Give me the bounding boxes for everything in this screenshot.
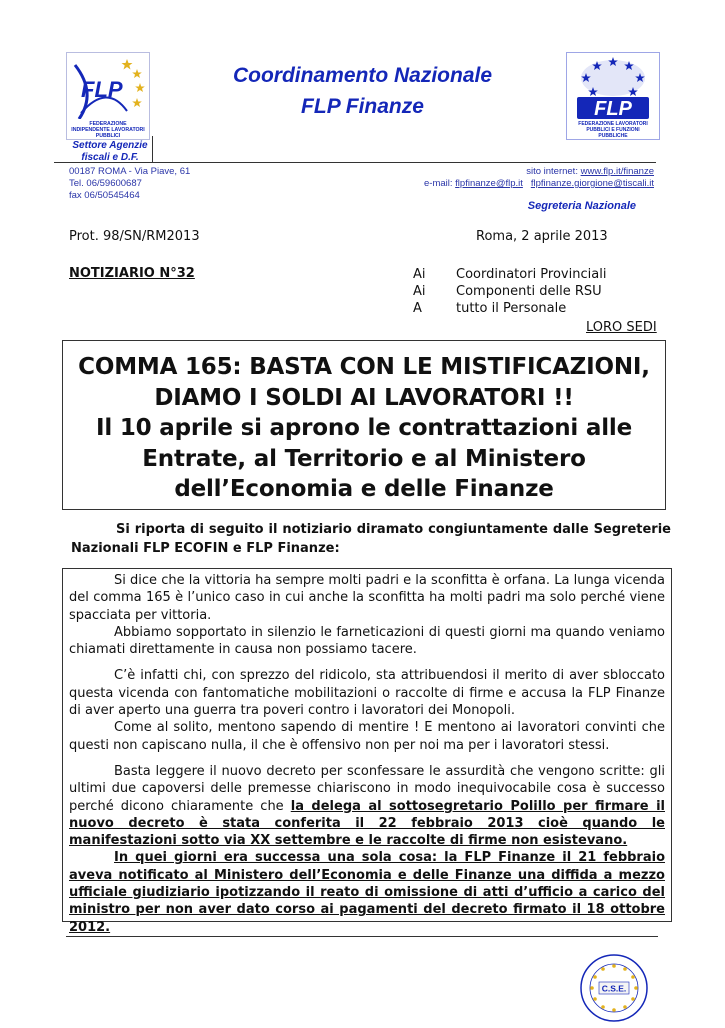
settore-line2: fiscali e D.F. [81, 152, 139, 163]
cse-seal-icon [566, 940, 662, 1024]
body-paragraph-emphasis: la delega al sottosegretario Polillo per firmare il nuovo decreto è stata conferita il 22 febbraio 2013 cioè quando le manifestazioni sotto via XX settembre e le raccolte di firme non esistevano. [69, 798, 665, 849]
body-paragraph: C’è infatti chi, con sprezzo del ridicolo, sta attribuendosi il merito di aver sbloccato questa vicenda con fantomatiche mobilitazioni o raccolte di firme e accusa la FLP Finanze di aver aperto una guerra tra poveri contro i lavoratori dei Monopoli. [69, 668, 665, 719]
header-title-line2: FLP Finanze [301, 95, 424, 118]
headline-line: Entrate, al Territorio e al Ministero [142, 445, 586, 472]
flp-logo-right-text: FLP [594, 98, 632, 120]
body-paragraph [69, 849, 665, 935]
notice-body-box [62, 568, 672, 935]
cse-logo-text: C.S.E. [601, 983, 627, 994]
flp-logo-left [66, 52, 150, 140]
headline-line: COMMA 165: BASTA CON LE MISTIFICAZIONI, [78, 354, 650, 380]
flp-logo-left-caption: FEDERAZIONE INDIPENDENTE LAVORATORI PUBBLICI [71, 121, 145, 139]
notiziario-number: NOTIZIARIO N°32 [69, 266, 195, 281]
recipient-text: Coordinatori Provinciali [456, 267, 607, 282]
headline-line: dell’Economia e delle Finanze [174, 476, 554, 502]
document-date: Roma, 2 aprile 2013 [476, 229, 608, 244]
recipient-row [413, 300, 606, 317]
email-line [424, 178, 654, 190]
address-block [69, 166, 190, 202]
site-line [424, 166, 654, 178]
protocol-number: Prot. 98/SN/RM2013 [69, 229, 200, 244]
settore-line1: Settore Agenzie [72, 140, 148, 151]
headline-box [62, 340, 666, 510]
body-paragraph-emphasis: In quei giorni era successa una sola cosa: la FLP Finanze il 21 febbraio aveva notificato al Ministero dell’Economia e delle Finanze una diffida a mezzo ufficiale giudiziario ipotizzando il reato di omissione di atti d’ufficio a carico del ministro per non aver dato corso ai pagamenti del decreto firmato il 18 ottobre 2012. [69, 850, 665, 935]
cse-logo [566, 940, 662, 1024]
loro-sedi: LORO SEDI [586, 320, 657, 335]
flp-logo-right [566, 52, 660, 140]
recipient-row [413, 283, 606, 300]
flp-logo-right-caption: FEDERAZIONE LAVORATORI PUBBLICI E FUNZIONI PUBBLICHE [578, 121, 648, 139]
fax-line: fax 06/50545464 [69, 190, 140, 201]
recipient-prefix: A [413, 301, 422, 316]
header-vertical-rule [152, 136, 153, 163]
flp-logo-left-text: FLP [81, 77, 123, 102]
address-line: 00187 ROMA - Via Piave, 61 [69, 166, 191, 177]
recipient-text: tutto il Personale [456, 301, 567, 316]
intro-paragraph: Si riporta di seguito il notiziario diramato congiuntamente dalle Segreterie Nazionali FLP ECOFIN e FLP Finanze: [71, 522, 671, 556]
footer-divider [66, 936, 658, 937]
email-label: e-mail: [424, 178, 456, 189]
body-paragraph [69, 763, 665, 849]
body-paragraph: Come al solito, mentono sapendo di mentire ! E mentono ai lavoratori convinti che questi non capiscano nulla, il che è offensivo non per noi ma per i lavoratori stessi. [69, 720, 665, 753]
recipients-list [413, 266, 606, 317]
header-divider [54, 162, 656, 163]
email-link-1[interactable]: flpfinanze@flp.it [455, 178, 523, 189]
recipient-prefix: Ai [413, 284, 426, 299]
recipient-prefix: Ai [413, 267, 426, 282]
headline-line: Il 10 aprile si aprono le contrattazioni alle [96, 415, 632, 441]
settore-label [60, 140, 160, 164]
contact-block [424, 166, 654, 190]
email-link-2[interactable]: flpfinanze.giorgione@tiscali.it [530, 178, 654, 189]
site-link[interactable]: www.flp.it/finanze [580, 166, 654, 177]
body-paragraph: Si dice che la vittoria ha sempre molti padri e la sconfitta è orfana. La lunga vicenda del comma 165 è l’unico caso in cui anche la sconfitta ha molti padri ma solo perché viene spacciata per vittoria. [69, 573, 665, 623]
site-label: sito internet: [526, 166, 581, 177]
recipient-text: Componenti delle RSU [456, 284, 602, 299]
segreteria-label: Segreteria Nazionale [527, 200, 636, 212]
body-paragraph-text: Basta leggere il nuovo decreto per sconfessare le assurdità che vengono scritte: gli ultimi due capoversi delle premesse chiariscono in modo inequivocabile cosa è successo perché dicono chiaramente che [69, 763, 665, 814]
body-paragraph: Abbiamo sopportato in silenzio le farneticazioni di questi giorni ma quando veniamo chiamati direttamente in causa non possiamo tacere. [69, 624, 665, 658]
header-title-line1: Coordinamento Nazionale [232, 64, 493, 87]
tel-line: Tel. 06/59600687 [69, 178, 142, 189]
recipient-row [413, 266, 606, 283]
headline-line: DIAMO I SOLDI AI LAVORATORI !! [154, 384, 574, 411]
